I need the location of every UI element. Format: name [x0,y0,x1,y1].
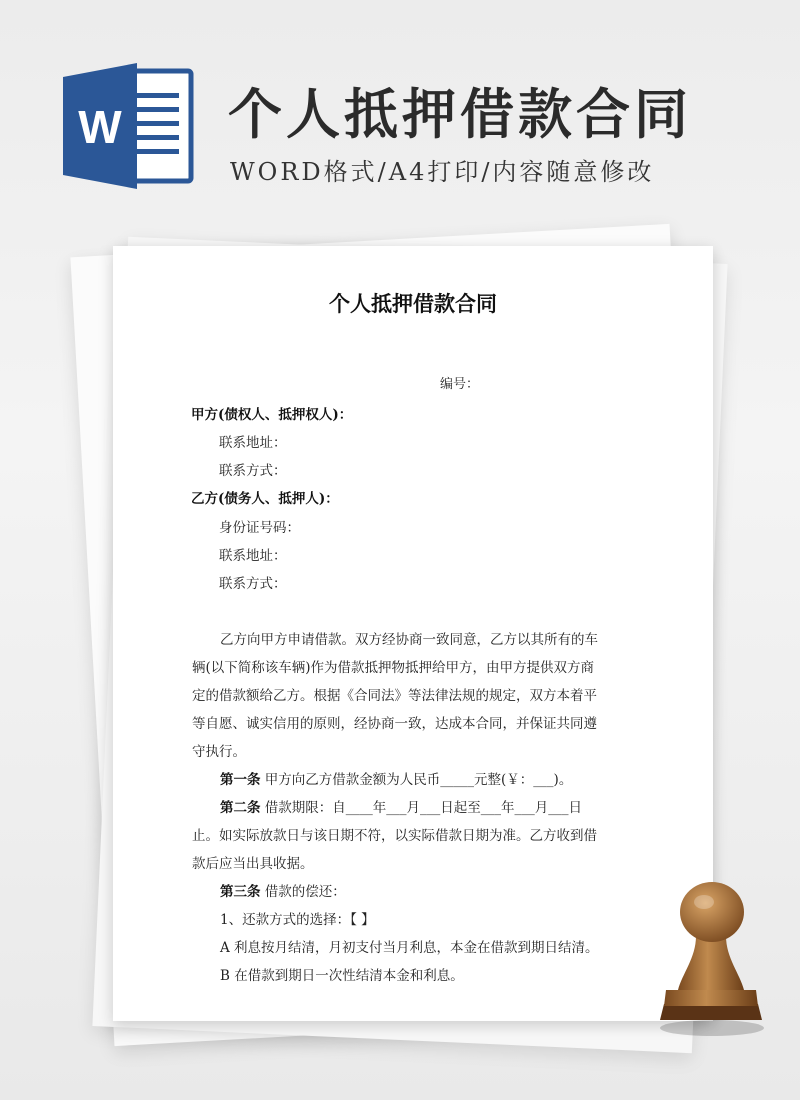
article-1-label: 第一条 [220,772,261,788]
article-3 [220,880,346,900]
party-b-contact: 联系方式： [219,576,287,592]
article-1-text: 甲方向乙方借款金额为人民币_____元整(￥：___)。 [260,772,573,788]
article-3-label: 第三条 [220,884,261,900]
article-3-option-a: A 利息按月结清，月初支付当月利息，本金在借款到期日结清。 [220,940,599,956]
document-title: 个人抵押借款合同 [329,291,497,316]
serial-number-label: 编号： [440,377,480,392]
party-b-address: 联系地址： [219,548,287,564]
preamble-line: 乙方向甲方申请借款。双方经协商一致同意，乙方以其所有的车 [220,632,598,648]
article-2-text: 借款期限：自____年___月___日起至___年___月___日 [260,800,583,816]
preamble-line: 辆(以下简称该车辆)作为借款抵押物抵押给甲方，由甲方提供双方商 [192,660,595,676]
party-a-heading: 甲方(债权人、抵押权人)： [191,407,353,423]
party-b-id: 身份证号码： [219,520,300,536]
party-b-heading: 乙方(债务人、抵押人)： [191,491,339,507]
article-2-cont: 止。如实际放款日与该日期不符，以实际借款日期为准。乙方收到借 [192,828,597,844]
article-3-text: 借款的偿还： [260,884,346,900]
preamble-line: 定的借款额给乙方。根据《合同法》等法律法规的规定，双方本着平 [192,688,597,704]
article-2-label: 第二条 [220,800,261,816]
banner-title: 个人抵押借款合同 [228,83,692,146]
party-a-address: 联系地址： [219,435,287,451]
preamble-line: 等自愿、诚实信用的原则，经协商一致，达成本合同，并保证共同遵 [192,716,597,732]
article-2-cont: 款后应当出具收据。 [192,856,314,872]
document-page [113,246,713,1021]
article-2 [220,796,582,816]
article-1 [220,768,572,788]
word-logo-icon [63,63,195,189]
preamble-line: 守执行。 [192,744,246,760]
article-3-item-1: 1、还款方式的选择：【 】 [220,912,375,928]
article-3-option-b: B 在借款到期日一次性结清本金和利息。 [220,968,464,984]
wooden-stamp-icon [652,878,774,1038]
party-a-contact: 联系方式： [219,463,287,479]
logo-letter: W [78,101,122,153]
banner-subtitle: WORD格式/A4打印/内容随意修改 [230,158,655,186]
